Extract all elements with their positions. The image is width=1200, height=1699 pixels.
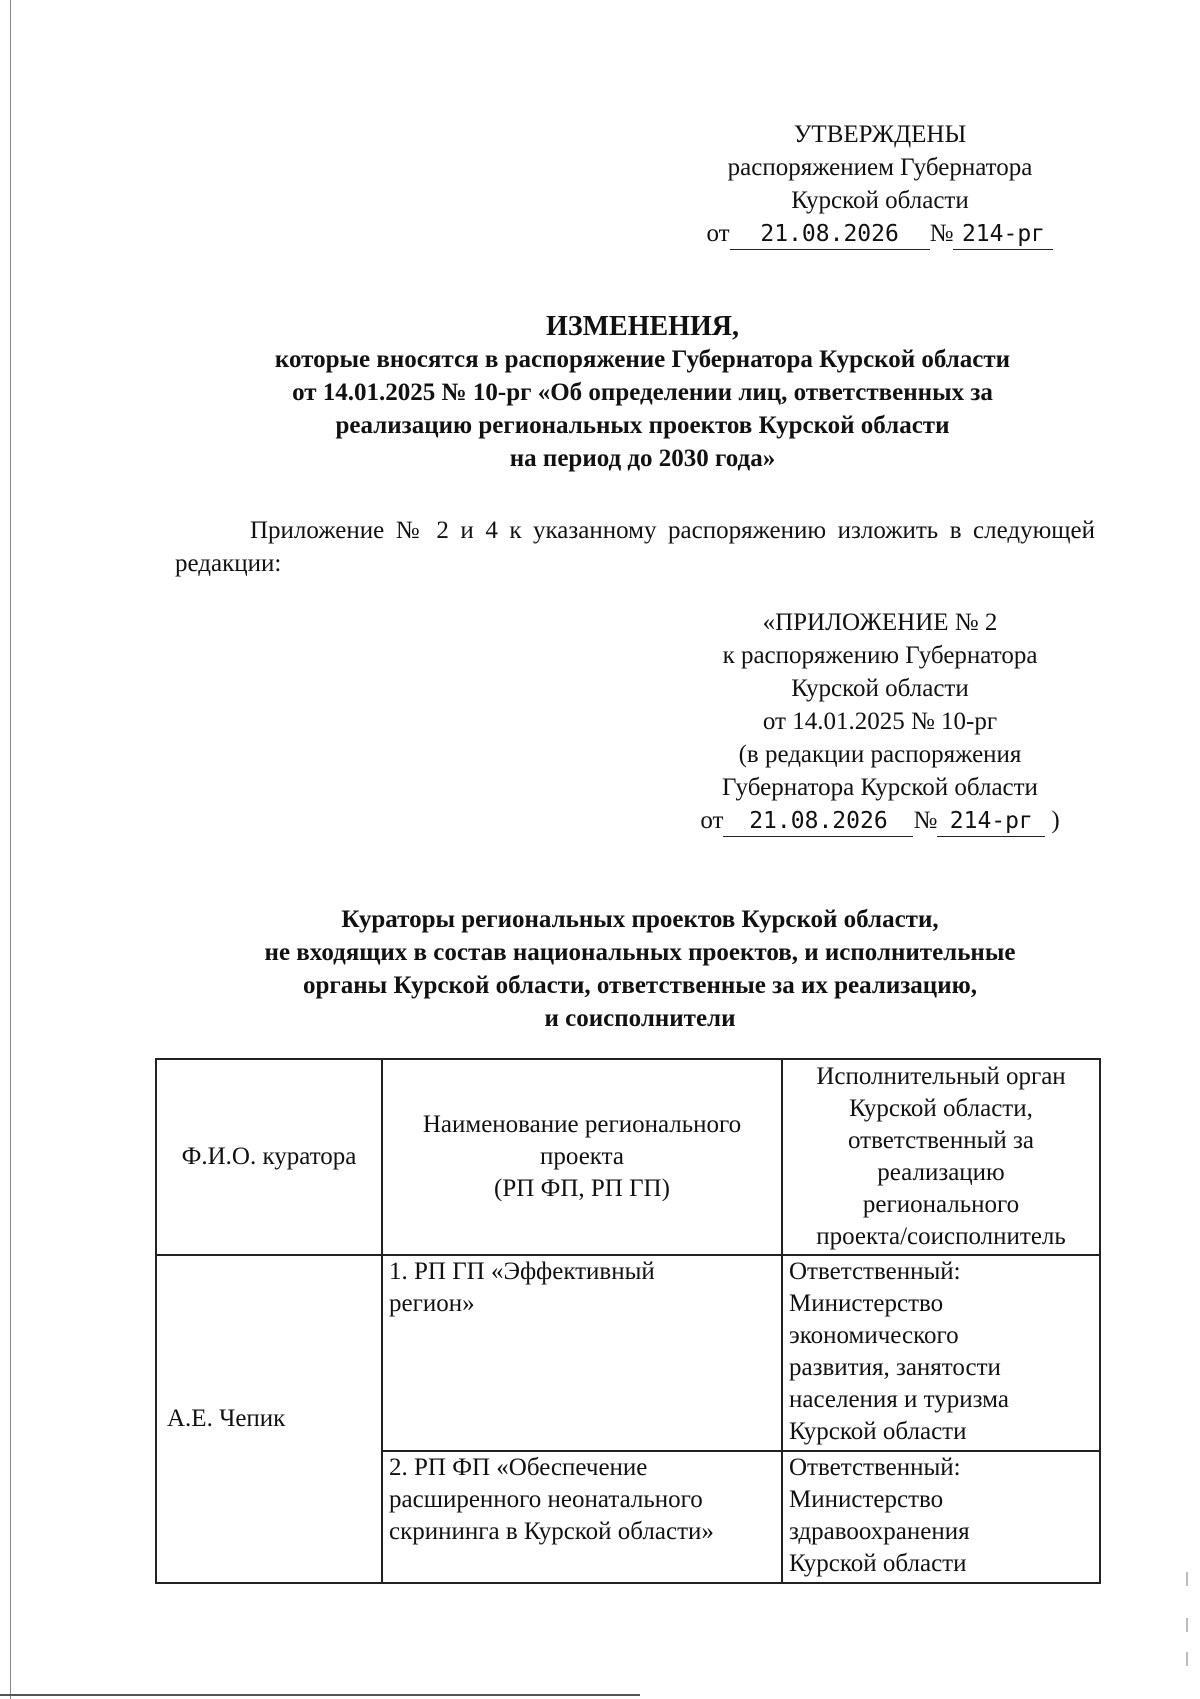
approval-line: распоряжением Губернатора	[727, 154, 1033, 181]
approval-heading: УТВЕРЖДЕНЫ	[793, 121, 967, 148]
table-title-line: органы Курской области, ответственные за их реализацию,	[303, 972, 977, 999]
scan-speck	[1186, 1618, 1188, 1632]
header-line: (РП ФП, РП ГП)	[494, 1175, 670, 1202]
approval-date: 21.08.2026	[730, 219, 930, 250]
table-title	[140, 903, 1140, 1035]
appendix-number: 214-рг	[937, 806, 1045, 837]
cell-line: скрининга в Курской области»	[389, 1518, 714, 1545]
cell-line: развития, занятости	[789, 1354, 1001, 1381]
header-line: реализацию	[877, 1159, 1005, 1186]
header-line: ответственный за	[847, 1127, 1034, 1154]
curator-name: А.Е. Чепик	[156, 1255, 382, 1583]
approval-block	[680, 118, 1080, 250]
project-cell	[382, 1255, 782, 1451]
project-cell	[382, 1451, 782, 1583]
appendix-line: (в редакции распоряжения	[738, 741, 1022, 768]
number-prefix: №	[913, 807, 938, 834]
header-line: проекта	[540, 1143, 624, 1170]
cell-line: населения и туризма	[789, 1386, 1009, 1413]
title-line: которые вносятся в распоряжение Губернатора Курской области	[274, 346, 1011, 373]
title-line: на период до 2030 года»	[509, 445, 776, 472]
table-row	[156, 1255, 1100, 1451]
header-line: Наименование регионального	[422, 1111, 742, 1138]
date-prefix: от	[706, 220, 730, 247]
closing-paren: )	[1051, 807, 1060, 834]
cell-line: 1. РП ГП «Эффективный	[389, 1258, 655, 1285]
cell-line: регион»	[389, 1290, 475, 1317]
cell-line: экономического	[789, 1322, 959, 1349]
date-prefix: от	[700, 807, 724, 834]
appendix-block	[670, 606, 1090, 837]
number-prefix: №	[929, 220, 954, 247]
header-project	[382, 1059, 782, 1255]
cell-line: 2. РП ФП «Обеспечение	[389, 1454, 648, 1481]
header-line: Курской области,	[849, 1095, 1033, 1122]
title-line: от 14.01.2025 № 10-рг «Об определении лиц, ответственных за	[292, 379, 993, 406]
appendix-date: 21.08.2026	[723, 806, 913, 837]
cell-line: Курской области	[789, 1550, 967, 1577]
approval-number: 214-рг	[953, 219, 1053, 250]
approval-date-line	[680, 217, 1080, 250]
header-line: регионального	[862, 1191, 1020, 1218]
appendix-date-line	[670, 804, 1090, 837]
scan-speck	[1186, 1652, 1188, 1666]
appendix-line: от 14.01.2025 № 10-рг	[762, 708, 998, 735]
table-header-row	[156, 1059, 1100, 1255]
table-title-line: не входящих в состав национальных проектов, и исполнительные	[264, 939, 1016, 966]
scan-speck	[1186, 1572, 1188, 1586]
table-title-line: и соисполнители	[544, 1005, 736, 1032]
executor-cell	[782, 1451, 1100, 1583]
appendix-line: к распоряжению Губернатора	[722, 642, 1038, 669]
appendix-line: Курской области	[791, 675, 969, 702]
header-line: Исполнительный орган	[816, 1063, 1066, 1090]
cell-line: Ответственный:	[789, 1258, 961, 1285]
header-executor	[782, 1059, 1100, 1255]
table-title-line: Кураторы региональных проектов Курской области,	[341, 906, 939, 933]
approval-line: Курской области	[791, 187, 969, 214]
title-heading: ИЗМЕНЕНИЯ,	[546, 311, 739, 342]
header-curator: Ф.И.О. куратора	[156, 1059, 382, 1255]
cell-line: Министерство	[789, 1290, 944, 1317]
cell-line: Курской области	[789, 1418, 967, 1445]
cell-line: Ответственный:	[789, 1454, 961, 1481]
document-title	[120, 310, 1165, 475]
executor-cell	[782, 1255, 1100, 1451]
header-line: проекта/соисполнитель	[816, 1223, 1066, 1250]
scan-left-edge	[10, 0, 11, 1699]
appendix-line: «ПРИЛОЖЕНИЕ № 2	[762, 609, 998, 636]
cell-line: здравоохранения	[789, 1518, 970, 1545]
cell-line: расширенного неонатального	[389, 1486, 703, 1513]
appendix-line: Губернатора Курской области	[722, 774, 1038, 801]
cell-line: Министерство	[789, 1486, 944, 1513]
curators-table	[155, 1058, 1101, 1584]
scan-bottom-rule	[0, 1694, 640, 1696]
body-paragraph: Приложение № 2 и 4 к указанному распоряжению изложить в следующей редакции:	[175, 517, 1095, 577]
title-line: реализацию региональных проектов Курской области	[335, 412, 950, 439]
